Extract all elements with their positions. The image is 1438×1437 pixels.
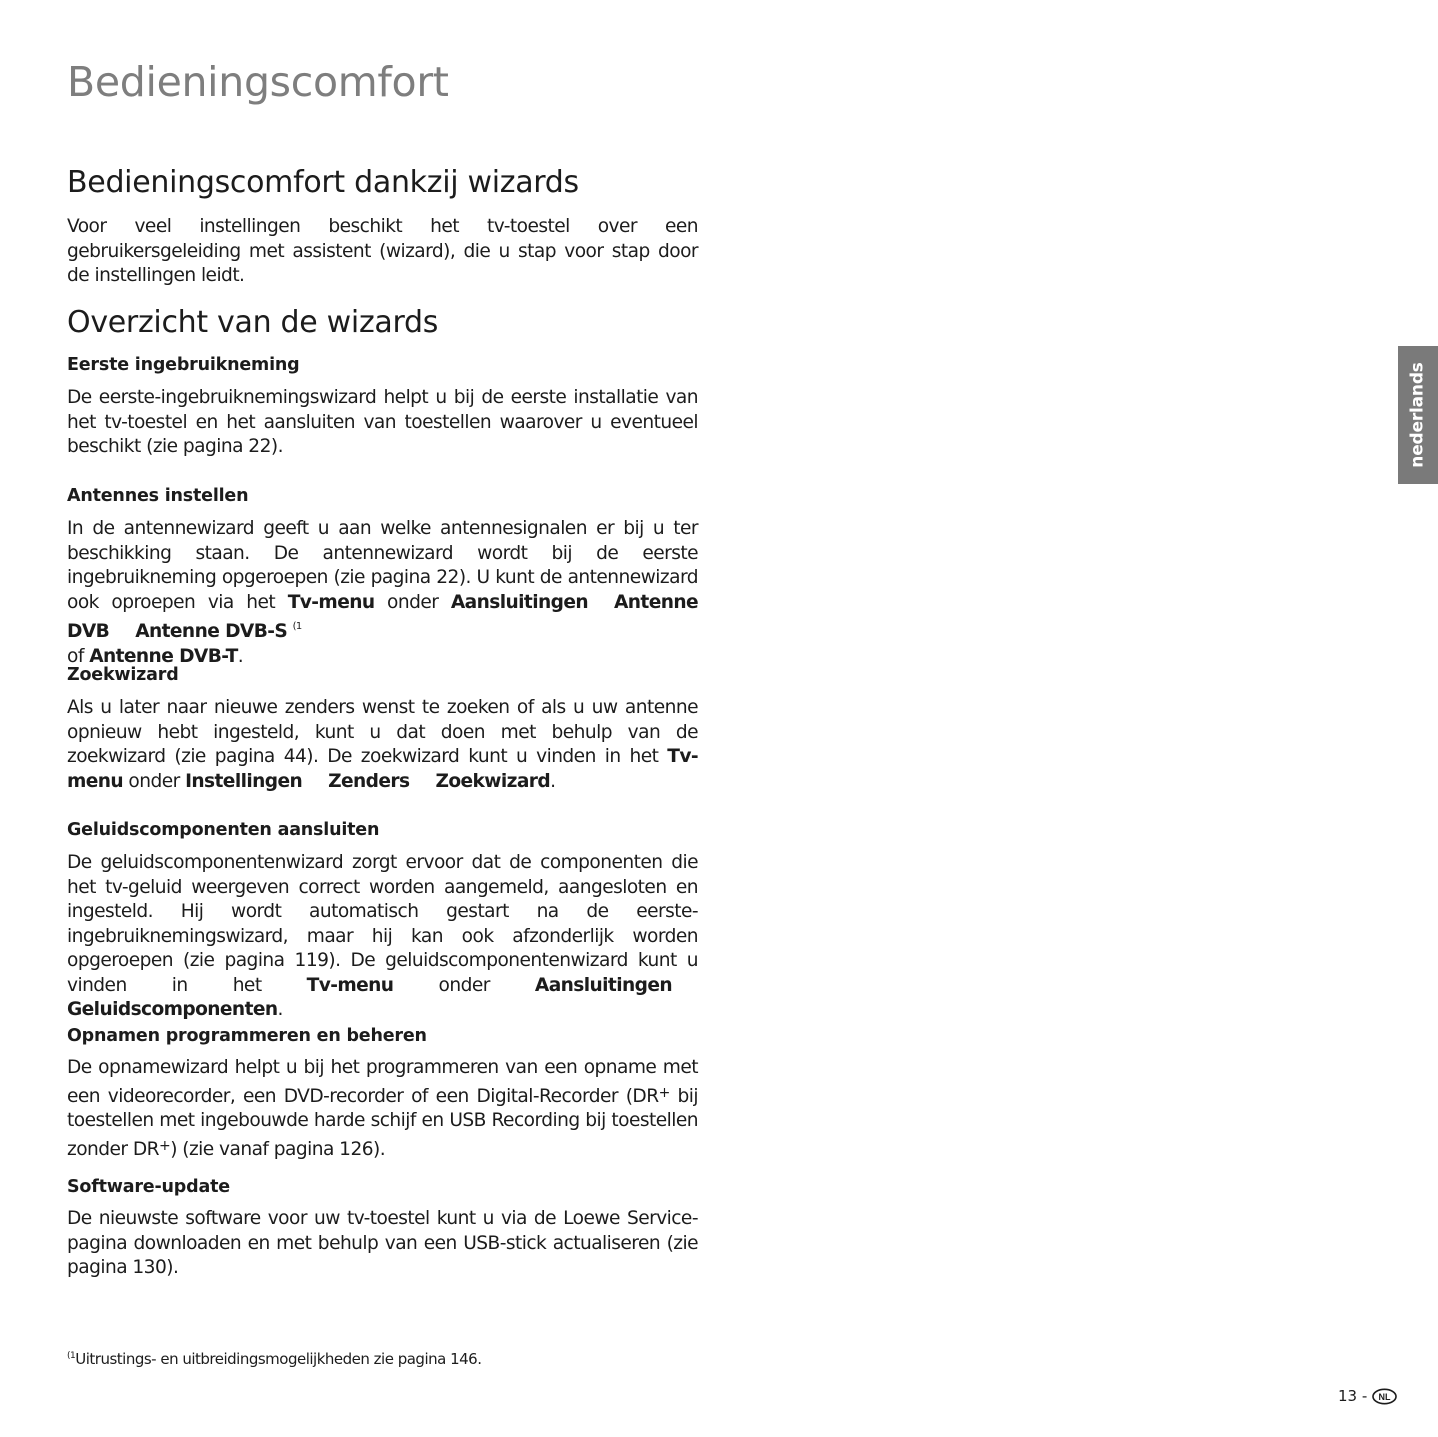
- antennas-of: of: [67, 645, 90, 667]
- search-path-zenders: Zenders: [328, 770, 410, 792]
- sound-path-aansluitingen: Aansluitingen: [534, 974, 672, 996]
- footnote-text: Uitrustings- en uitbreidingsmogelijkheden zie pagina 146.: [75, 1350, 482, 1368]
- item-text-sound: [67, 851, 698, 1023]
- sound-menu-tv: Tv-menu: [306, 974, 394, 996]
- item-heading-search: Zoekwizard: [67, 665, 179, 685]
- section-heading-wizards: Bedieningscomfort dankzij wizards: [67, 165, 579, 200]
- recording-text-a: De opnamewizard helpt u bij het programmeren van een opname met een videorecorder, een DVD-recorder of een Digital-Recorder (DR: [67, 1057, 698, 1107]
- recording-text-b: bij toestellen met ingebouwde harde schijf en USB Recording bij toestellen zonder DR: [67, 1085, 698, 1160]
- antennas-menu-tv: Tv-menu: [287, 591, 375, 613]
- search-path-instellingen: Instellingen: [185, 770, 303, 792]
- recording-plus-1: +: [658, 1084, 670, 1101]
- item-heading-first-use: Eerste ingebruikneming: [67, 355, 300, 375]
- item-heading-sound: Geluidscomponenten aansluiten: [67, 820, 380, 840]
- item-heading-antennas: Antennes instellen: [67, 486, 249, 506]
- sound-onder: onder: [393, 974, 535, 996]
- page-number: 13 -: [1338, 1387, 1368, 1405]
- search-menu-tv: Tv-menu: [67, 746, 698, 792]
- search-text-a: Als u later naar nieuwe zenders wenst te zoeken of als u uw antenne opnieuw hebt ingesteld, kunt u dat doen met behulp van de zoekwizard (zie pagina 44). De zoekwizard kunt u vinden in het: [67, 697, 698, 767]
- antennas-path-antenne-dvb-t: Antenne DVB-T: [89, 645, 238, 667]
- recording-plus-2: +: [159, 1137, 171, 1154]
- antennas-path-aansluitingen: Aansluitingen: [450, 591, 588, 613]
- recording-text-c: ) (zie vanaf pagina 126).: [170, 1138, 386, 1160]
- search-path-zoekwizard: Zoekwizard: [435, 770, 551, 792]
- item-text-antennas: [67, 517, 698, 669]
- footnote-mark: (1: [67, 1351, 76, 1361]
- language-side-tab: [1398, 346, 1438, 484]
- item-heading-software: Software-update: [67, 1177, 230, 1197]
- sound-path-geluidscomponenten: Geluidscomponenten: [67, 999, 278, 1020]
- nl-language-badge-icon: [1372, 1388, 1397, 1405]
- page-title: Bedieningscomfort: [67, 58, 449, 106]
- antennas-footnote-ref: (1: [292, 621, 302, 632]
- item-text-search: [67, 696, 698, 794]
- nl-badge-label: NL: [1378, 1392, 1391, 1402]
- antennas-onder: onder: [374, 591, 451, 613]
- section-heading-overview: Overzicht van de wizards: [67, 305, 439, 340]
- antennas-text-a: In de antennewizard geeft u aan welke antennesignalen er bij u ter beschikking staan. De antennewizard wordt bij de eerste ingebruikneming opgeroepen (zie pagina 22). U kunt de antennewizard ook oproepen via het: [67, 518, 698, 613]
- search-end: .: [550, 770, 556, 792]
- item-text-first-use: De eerste-ingebruiknemingswizard helpt u bij de eerste installatie van het tv-toestel en het aansluiten van toestellen waarover u eventueel beschikt (zie pagina 22).: [67, 387, 698, 457]
- antennas-end: .: [237, 645, 244, 667]
- search-onder: onder: [123, 770, 186, 792]
- sound-text-a: De geluidscomponentenwizard zorgt ervoor dat de componenten die het tv-geluid weergeven correct worden aangemeld, aangesloten en ingesteld. Hij wordt automatisch gestart na de eerste-ingebruiknemingswizard, maar hij kan ook afzonderlijk worden opgeroepen (zie pagina 119). De geluidscomponentenwizard kunt u vinden in het: [67, 852, 698, 996]
- antennas-path-antenne-dvb: Antenne DVB: [67, 591, 698, 642]
- language-side-tab-label: nederlands: [1408, 362, 1428, 468]
- sound-end: .: [277, 999, 283, 1020]
- item-text-software: De nieuwste software voor uw tv-toestel kunt u via de Loewe Service-pagina downloaden en met behulp van een USB-stick actualiseren (zie pagina 130).: [67, 1208, 698, 1278]
- item-heading-recording: Opnamen programmeren en beheren: [67, 1026, 427, 1046]
- footnote: [67, 1350, 481, 1368]
- item-text-recording: [67, 1056, 698, 1162]
- section-text-wizards: Voor veel instellingen beschikt het tv-toestel over een gebruikersgeleiding met assistent (wizard), die u stap voor stap door de instellingen leidt.: [67, 216, 698, 286]
- antennas-path-antenne-dvb-s: Antenne DVB-S: [135, 621, 288, 642]
